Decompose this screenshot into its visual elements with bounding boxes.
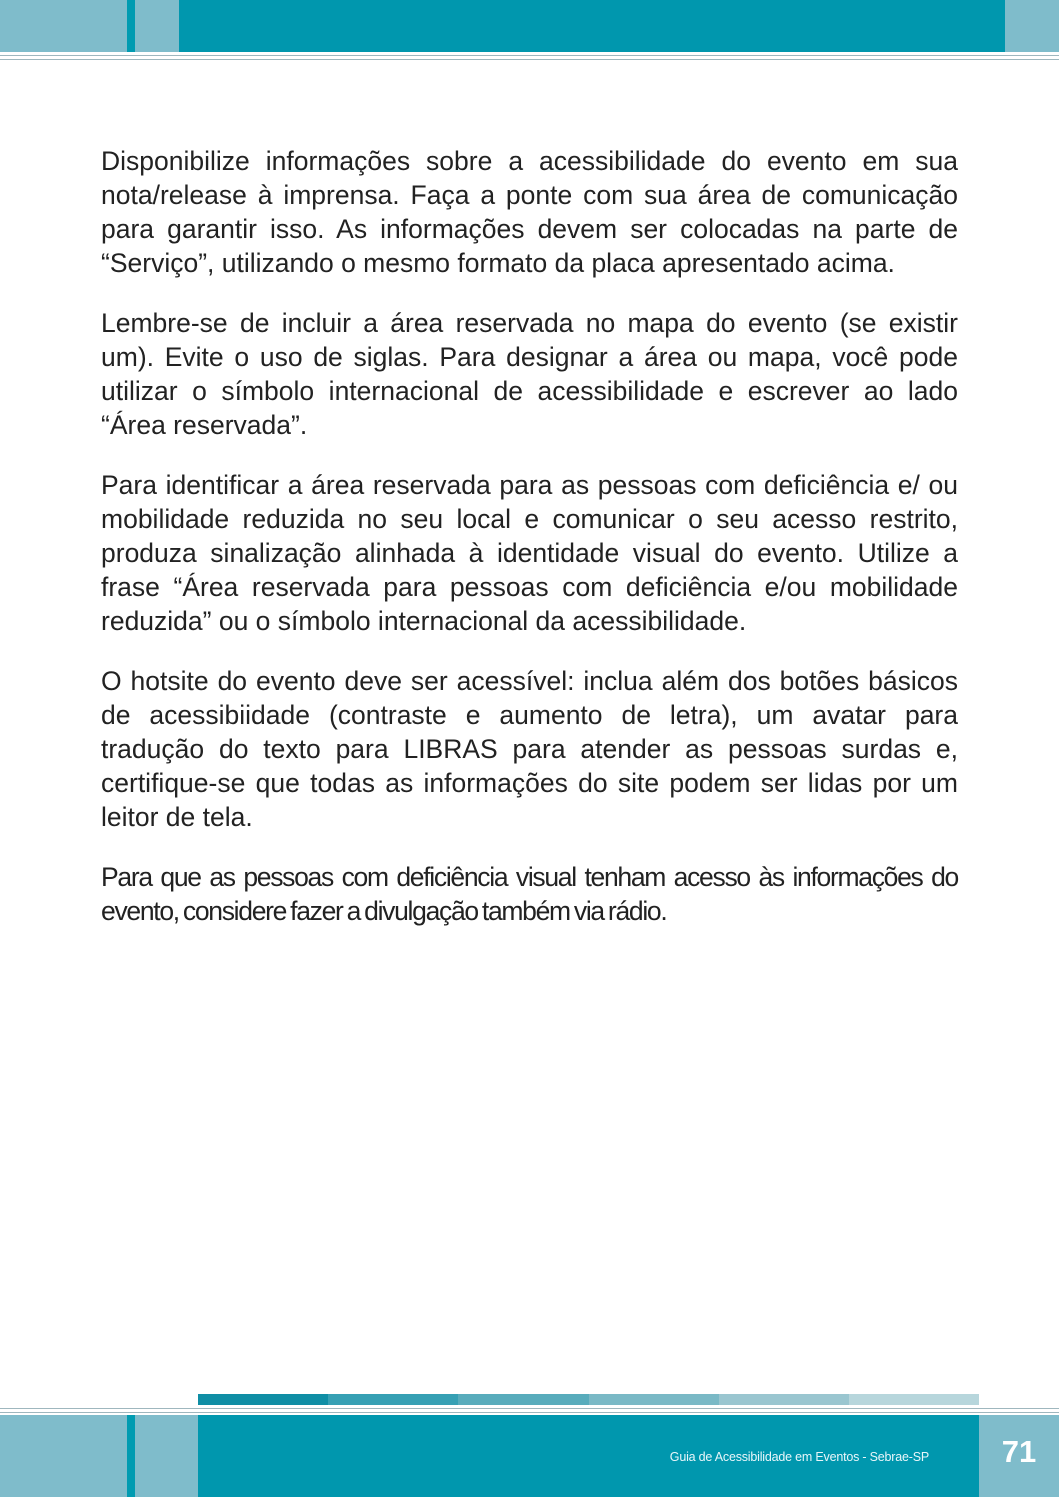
bar-segment xyxy=(458,1394,588,1405)
top-banner-light-block xyxy=(0,0,127,52)
bar-segment xyxy=(849,1394,979,1405)
footer-gradient-bar xyxy=(198,1394,979,1405)
bottom-divider-line xyxy=(0,1412,1059,1413)
paragraph: Lembre-se de incluir a área reservada no mapa do evento (se existir um). Evite o uso de siglas. Para designar a área ou mapa, você pode utilizar o símbolo internacional de acessibilidade e escrever ao lado “Área reservada”. xyxy=(101,308,958,440)
top-divider-line xyxy=(0,55,1059,56)
bar-segment xyxy=(719,1394,849,1405)
bottom-divider-line xyxy=(0,1408,1059,1409)
bar-segment xyxy=(198,1394,328,1405)
bottom-banner-light-block xyxy=(0,1415,127,1497)
page-number: 71 xyxy=(1001,1434,1037,1469)
top-divider-line xyxy=(0,59,1059,60)
bottom-banner-light-block xyxy=(135,1415,198,1497)
body-text xyxy=(101,144,958,954)
top-banner-light-block xyxy=(135,0,179,52)
bar-segment xyxy=(328,1394,458,1405)
top-banner-stripe xyxy=(127,0,135,52)
footer-title: Guia de Acessibilidade em Eventos - Sebrae-SP xyxy=(669,1450,929,1464)
top-banner-main-block xyxy=(179,0,1005,52)
paragraph: Para identificar a área reservada para as pessoas com deficiência e/ ou mobilidade reduzida no seu local e comunicar o seu acesso restrito, produza sinalização alinhada à identidade visual do evento. Utilize a frase “Área reservada para pessoas com deficiência e/ou mobilidade reduzida” ou o símbolo internacional da acessibilidade. xyxy=(101,470,958,636)
top-banner-light-block xyxy=(1005,0,1059,52)
top-banner xyxy=(0,0,1059,52)
bar-segment xyxy=(589,1394,719,1405)
paragraph: Para que as pessoas com deficiência visual tenham acesso às informações do evento, considere fazer a divulgação também via rádio. xyxy=(101,862,958,926)
bottom-banner-stripe xyxy=(127,1415,135,1497)
paragraph: Disponibilize informações sobre a acessibilidade do evento em sua nota/release à imprensa. Faça a ponte com sua área de comunicação para garantir isso. As informações devem ser colocadas na parte de “Serviço”, utilizando o mesmo formato da placa apresentado acima. xyxy=(101,146,958,278)
paragraph: O hotsite do evento deve ser acessível: inclua além dos botões básicos de acessibiidade (contraste e aumento de letra), um avatar para tradução do texto para LIBRAS para atender as pessoas surdas e, certifique-se que todas as informações do site podem ser lidas por um leitor de tela. xyxy=(101,666,958,832)
